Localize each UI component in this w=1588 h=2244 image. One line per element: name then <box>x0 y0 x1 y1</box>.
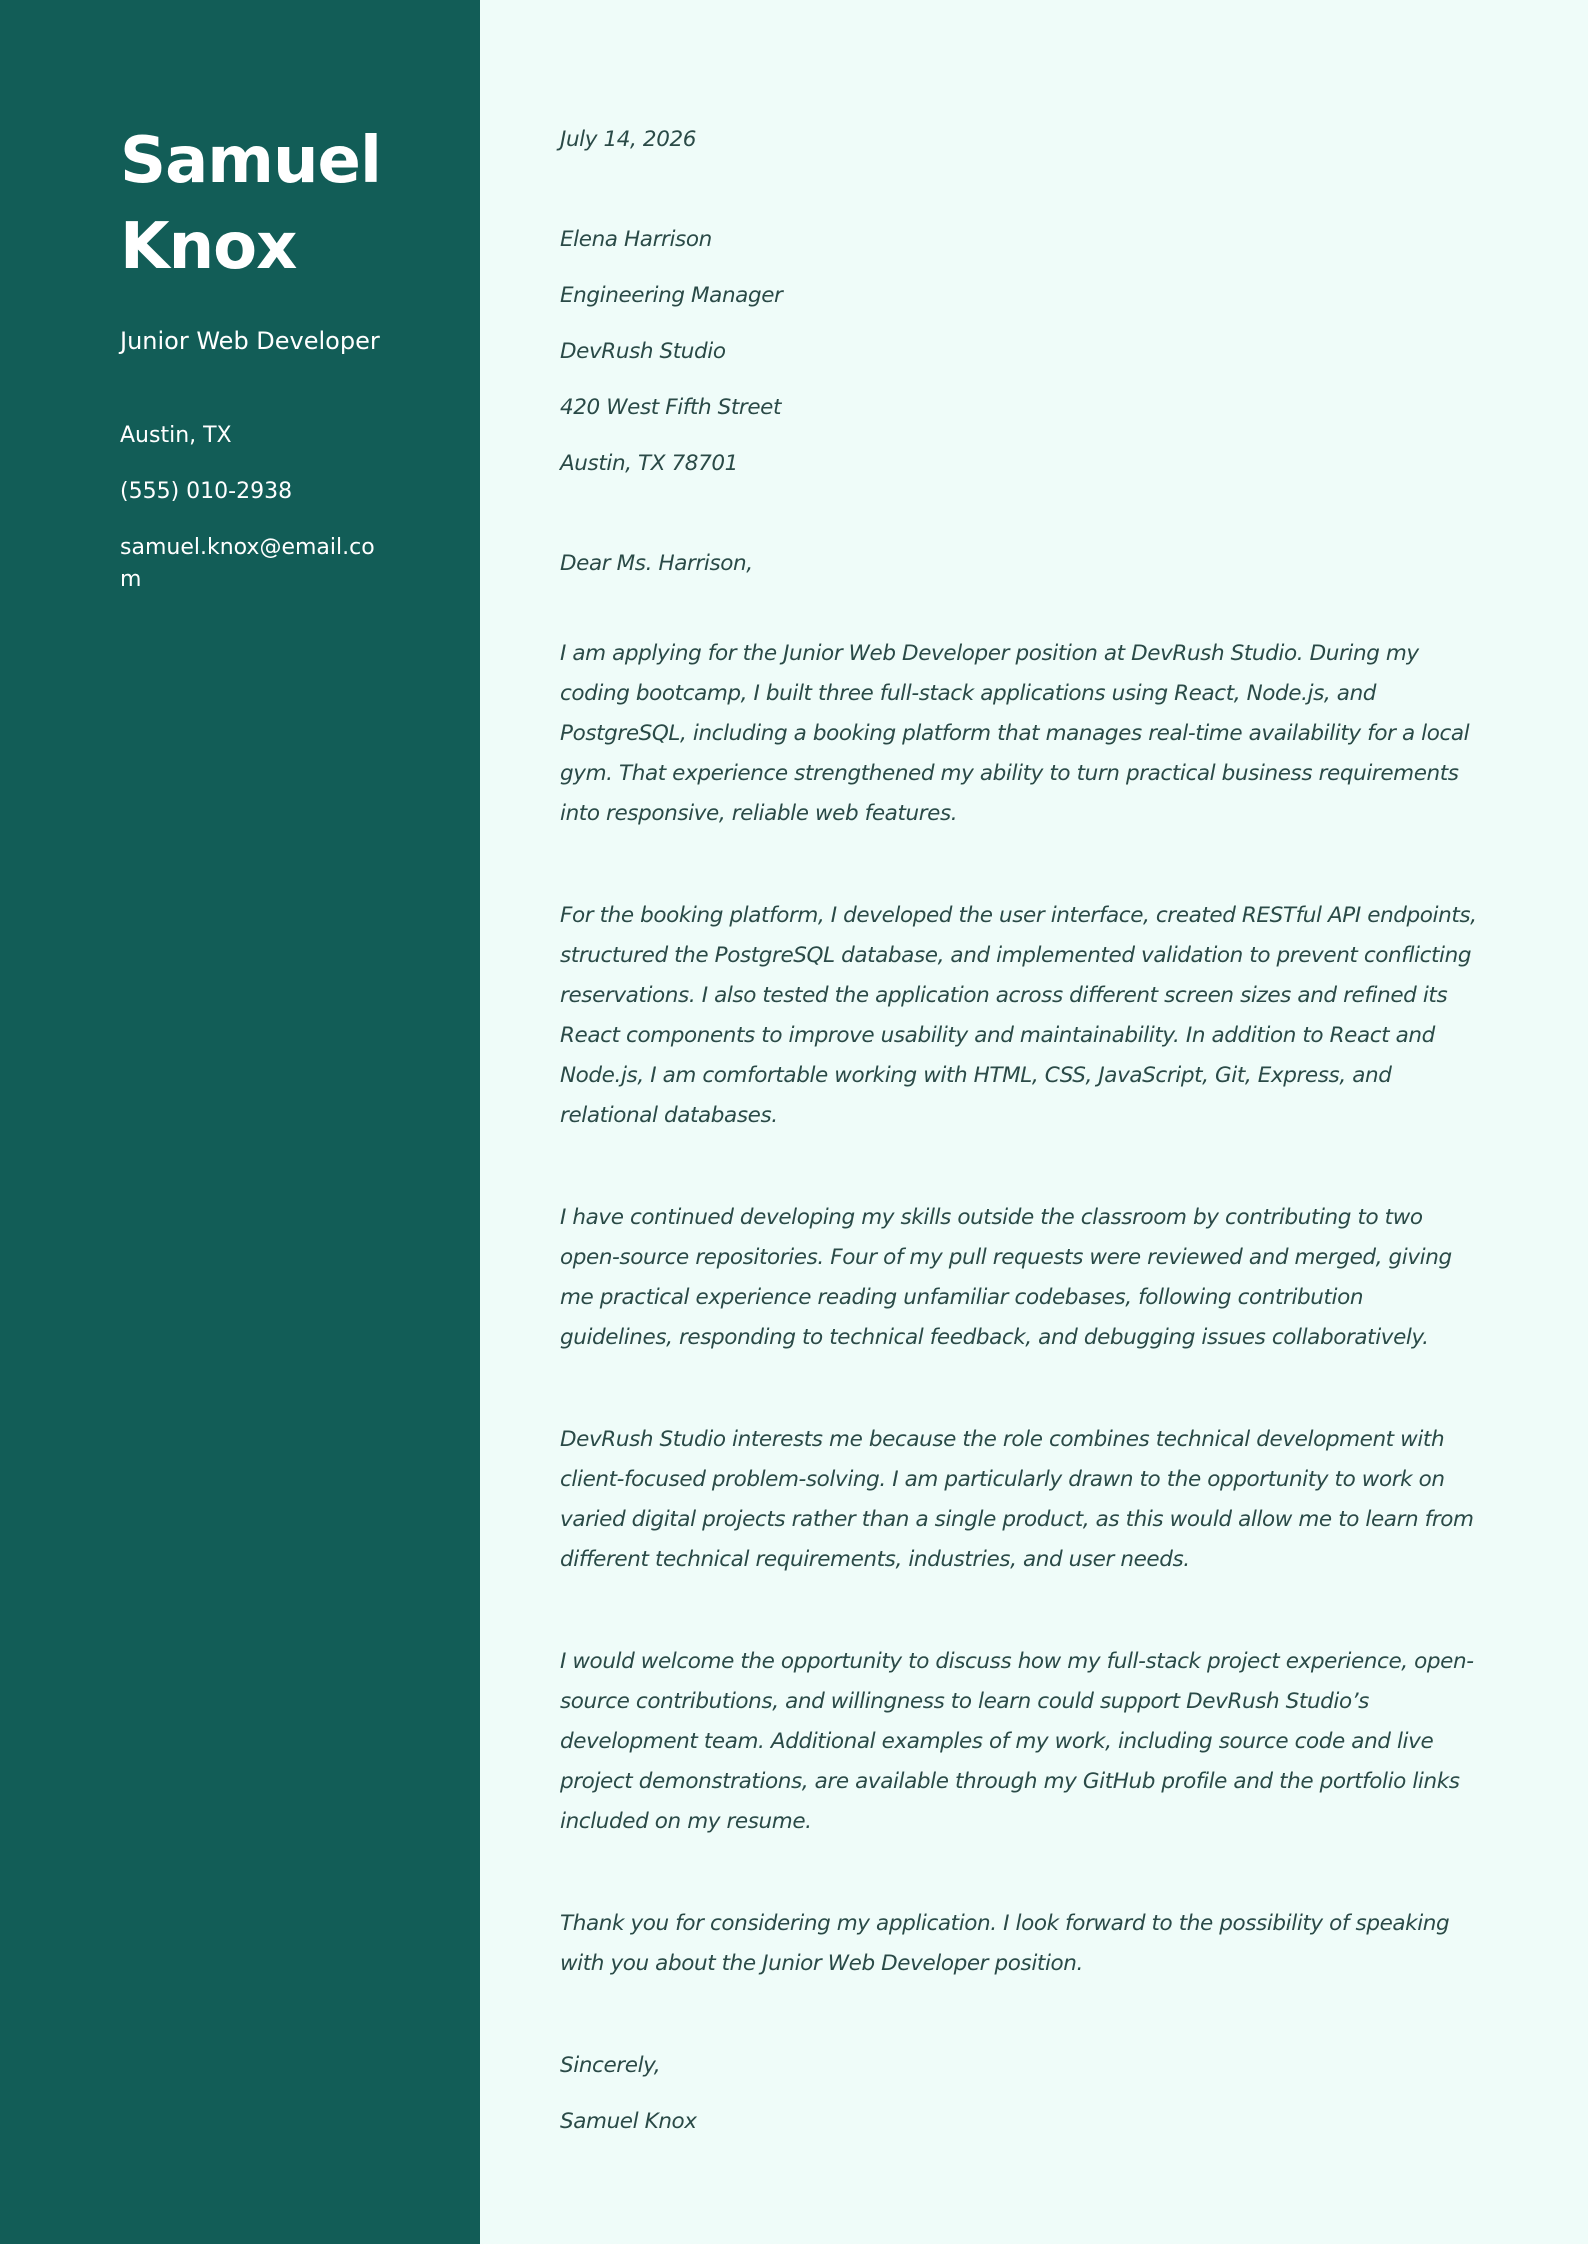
paragraph-3: I have continued developing my skills outside the classroom by contributing to two open-source repositories. Four of my pull requests were reviewed and merged, giving me practical experience reading unfamiliar codebases, following contribution guidelines, responding to technical feedback, and debugging issues collaboratively. <box>560 1205 1452 1350</box>
contact-info <box>120 420 380 596</box>
location: Austin, TX <box>120 423 232 448</box>
sidebar <box>0 0 480 2244</box>
paragraph-5: I would welcome the opportunity to discuss how my full-stack project experience, open-source contributions, and willingness to learn could support DevRush Studio’s development team. Additional examples of my work, including source code and live project demonstrations, are available through my GitHub profile and the portfolio links included on my resume. <box>560 1649 1474 1834</box>
recipient-block <box>560 220 1478 484</box>
recipient-title: Engineering Manager <box>560 283 783 308</box>
recipient-street: 420 West Fifth Street <box>560 395 782 420</box>
salutation: Dear Ms. Harrison, <box>560 551 753 576</box>
paragraph-2: For the booking platform, I developed the user interface, created RESTful API endpoints, structured the PostgreSQL database, and implemented validation to prevent conflicting reservations. I also tested the application across different screen sizes and refined its React components to improve usability and maintainability. In addition to React and Node.js, I am comfortable working with HTML, CSS, JavaScript, Git, Express, and relational databases. <box>560 903 1477 1128</box>
recipient-name: Elena Harrison <box>560 227 712 252</box>
first-name: Samuel <box>120 124 381 198</box>
applicant-name <box>120 118 380 290</box>
closing: Sincerely, <box>560 2053 661 2078</box>
recipient-city: Austin, TX 78701 <box>560 451 738 476</box>
phone-number: (555) 010-2938 <box>120 479 293 504</box>
last-name: Knox <box>120 210 297 284</box>
letter-date: July 14, 2026 <box>560 127 697 152</box>
recipient-company: DevRush Studio <box>560 339 726 364</box>
paragraph-4: DevRush Studio interests me because the role combines technical development with client-focused problem-solving. I am particularly drawn to the opportunity to work on varied digital projects rather than a single product, as this would allow me to learn from different technical requirements, industries, and user needs. <box>560 1427 1474 1572</box>
paragraph-1: I am applying for the Junior Web Developer position at DevRush Studio. During my coding bootcamp, I built three full-stack applications using React, Node.js, and PostgreSQL, including a booking platform that manages real-time availability for a local gym. That experience strengthened my ability to turn practical business requirements into responsive, reliable web features. <box>560 641 1470 826</box>
job-title: Junior Web Developer <box>120 327 380 355</box>
email-address: samuel.knox@email.com <box>120 535 375 592</box>
letter-body <box>480 0 1588 2244</box>
paragraph-6: Thank you for considering my application. I look forward to the possibility of speaking with you about the Junior Web Developer position. <box>560 1911 1450 1976</box>
signature: Samuel Knox <box>560 2109 697 2134</box>
